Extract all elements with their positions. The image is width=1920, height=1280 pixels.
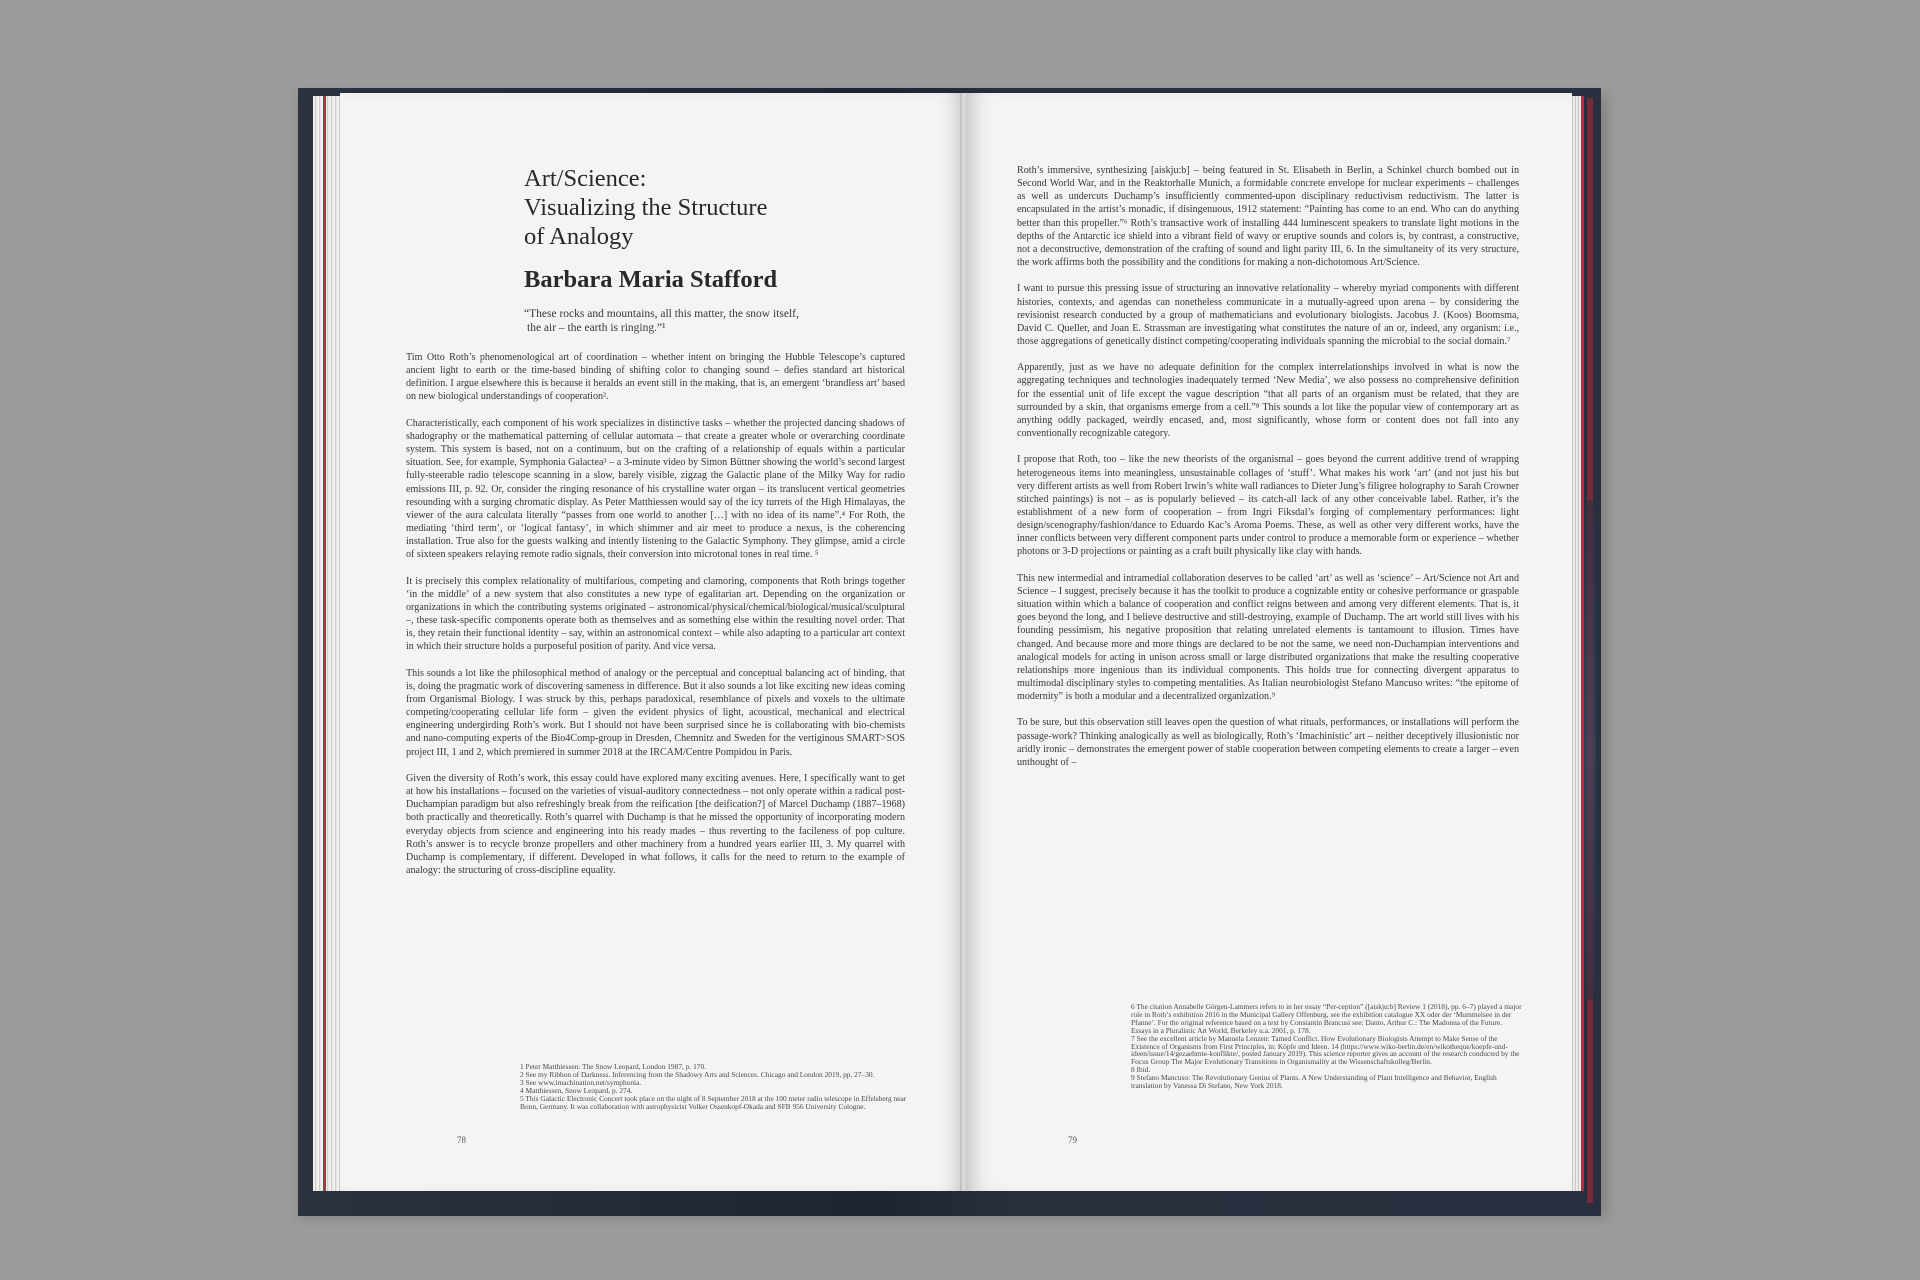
paragraph: This sounds a lot like the philosophical method of analogy or the perceptual and conceptual balancing act of binding, that is, doing the pragmatic work of discovering sameness in difference. But it also sounds a lot like exciting new ideas coming from Organismal Biology. I was struck by this, perhaps paradoxical, resemblance of pixels and voxels to the ultimate competing/cooperating cellular life form – given the evident physics of light, acoustical, mechanical and electrical engineering undergirding Roth’s work. But I should not have been surprised since he is collaborating with bio-chemists and nano-computing experts of the Bio4Comp-group in Dresden, Chemnitz and Sweden for the vertiginous SMART>SOS project III, 1 and 2, which premiered in summer 2018 at the IRCAM/Centre Pompidou in Paris. <box>406 667 905 758</box>
footnote: 2 See my Ribbon of Darkness. Inferencing from the Shadowy Arts and Sciences. Chicago and London 2019, pp. 27–30. <box>520 1069 875 1079</box>
paragraph: Given the diversity of Roth’s work, this essay could have explored many exciting avenues. Here, I specifically want to get at how his installations – focused on the varieties of visual-auditory connectedness – not only operate within a radical post-Duchampian paradigm but also refreshingly break from the reification [the deification?] of Marcel Duchamp (1887–1968) both practically and theoretically. Roth’s quarrel with Duchamp is that he missed the opportunity of incorporating modern everyday objects from science and engineering into his ready mades – thus reverting to the facileness of pop culture. Roth’s answer is to recycle bronze propellers and other machinery from a hundred years earlier III, 3. My quarrel with Duchamp is complementary, if different. Developed in what follows, it calls for the need to return to the example of analogy: the structuring of cross-discipline equality. <box>406 772 905 877</box>
author-name: Barbara Maria Stafford <box>524 266 778 293</box>
paragraph: To be sure, but this observation still leaves open the question of what rituals, performances, or installations will perform the passage-work? Thinking analogically as well as biologically, Roth’s ‘Imachinistic’ art – neither deceptively illusionistic nor aridly ironic – demonstrates the emergent power of stable cooperation between competing elements to create a larger – even unthought of – <box>1017 717 1519 768</box>
footnote: 4 Matthiessen, Snow Leopard, p. 274. <box>520 1085 633 1095</box>
paragraph: Apparently, just as we have no adequate definition for the complex interrelationships involved in what is now the aggregating techniques and technologies inadequately termed ‘New Media’, we also possess no comprehensive definition for the essential unit of life except the vague description “that all parts of an organism must be related, that they are surrounded by a skin, that organisms emerge from a cell.”⁸ This sounds a lot like the popular view of contemporary art as anything oddly packaged, weirdly encased, and, most significantly, whose form or content does not fall into any conventionally recognizable category. <box>1017 362 1519 440</box>
footnote: 6 The citation Annabelle Görgen-Lammers refers to in her essay “Per-ception” ([aiskju:b] Review 1 (2018), pp. 6–7) played a major role in Roth’s exhibition 2016 in the Municipal Gallery Offenburg, see the exhibition catalogue XX oder der ‘Mummelsee in der Pfanne’. For the original reference based on a text by Constantin Brancusi see: Danto, Arthur C.: The Madonna of the Future. Essays in a Pluralistic Art World, Berkeley u.a. 2001, p. 178. <box>1131 1002 1522 1035</box>
footnote: 1 Peter Matthiessen: The Snow Leopard, London 1987, p. 170. <box>520 1062 707 1071</box>
paragraph: I propose that Roth, too – like the new theorists of the organismal – goes beyond the current additive trend of wrapping heterogeneous items into meaningless, unsustainable collages of ‘stuff’. What makes his work ‘art’ (and not just his but very different artists as well from Robert Irwin’s white wall radiances to Dieter Jung’s filigree holography to Sarah Crowner stitched paintings) is not – as is popularly believed – its catch-all lack of any other conceivable label. Rather, it’s the establishment of a new form of cooperation – from Ingri Fiksdal’s forging of complementary performances: light design/scenography/fashion/dance to Eduardo Kac’s Aroma Poems. These, as well as other very different works, have the inner conflicts between very different component parts under control to produce a memorable form or experience – whether photons or 3-D projections or painting as a craft built physically like clay with hands. <box>1017 454 1519 558</box>
left-body-text <box>406 351 905 890</box>
footnote: 7 See the excellent article by Manuela Lenzen: Tamed Conflict. How Evolutionary Biologists Attempt to Make Sense of the Existence of Organisms from First Principles, in: Köpfe und Ideen. 14 (https://www.wiko-berlin.de/en/wikotheque/koepfe-und-ideen/issue/14/gezaehmte-konflikte/, posted January 2019). This science reporter gives an account of the research conducted by the Focus Group The Major Evolutionary Transitions in Organismality at the Wissenschaftskolleg/Berlin. <box>1131 1033 1520 1067</box>
title-line: Art/Science: <box>524 165 647 192</box>
page-number: 78 <box>457 1135 466 1145</box>
paragraph: I want to pursue this pressing issue of structuring an innovative relationality – whereby myriad components with different histories, contexts, and agendas can nonetheless communicate in a mutually-agreed upon arena – by considering the revisionist research conducted by a group of mathematicians and evolutionary biologists. Jacobus J. (Koos) Boomsma, David C. Queller, and Joan E. Strassman are investigating what constitutes the nature of an or, indeed, any organism: i.e., those aggregations of genetically distinct competing/cooperating individuals spanning the microbial to the social domain.⁷ <box>1017 283 1519 348</box>
paragraph: This new intermedial and intramedial collaboration deserves to be called ‘art’ as well as ‘science’ – Art/Science not Art and Science – I suggest, precisely because it has the toolkit to produce a cognizable entity or cohesive performance or graspable situation within which a balance of cooperation and conflict reigns between and among very different elements. That is, it goes beyond the long, and I believe destructive and still-destroying, example of Duchamp. The art world still lives with his founding pessimism, his negative proposition that relating unrelated elements is tantamount to illusion. Times have changed. And because more and more things are declared to be not the same, we need non-Duchampian interventions and analogical models for acting in unison across small or large distributed organizations that make the resulting cooperative relationships more ingenious than its individual components. This holds true for connecting divergent apparatus to multimodal disciplinary styles to competing mentalities. As Italian neurobiologist Stefano Mancuso writes: “the epitome of modernity” is both a modular and a decentralized organization.⁹ <box>1017 572 1519 703</box>
footnote: 5 This Galactic Electronic Concert took place on the night of 8 September 2018 at the 100 meter radio telescope in Effelsberg near Bonn, Germany. It was collaboration with astrophysicist Volker Ossenkopf-Okada and SFB 956 University Cologne. <box>520 1093 907 1111</box>
left-page <box>340 93 964 1191</box>
paragraph: Roth’s immersive, synthesizing [aiskju:b] – being featured in St. Elisabeth in Berlin, a Schinkel church bombed out in Second World War, and in the Reaktorhalle Munich, a formidable concrete envelope for nuclear experiments – challenges as well as undercuts Duchamp’s insufficiently commented-upon disciplinary reductivism reductivism. The latter is encapsulated in the artist’s monadic, if disingenuous, 1912 statement: “Painting has come to an end. Who can do anything better than this propeller.”⁶ Roth’s transactive work of installing 444 luminescent speakers to translate light motions in the depths of the Antarctic ice shield into a vibrant field of wavy or eruptive sounds and colors is, by contrast, a constructive, not a deconstructive, demonstration of the crafting of sound and light parity III, 6. In the simultaneity of its very structure, the work affirms both the possibility and the conditions for making a non-dichotomous Art/Science. <box>1017 165 1519 269</box>
essay-title <box>524 164 864 251</box>
page-number: 79 <box>1068 1135 1077 1145</box>
title-line: of Analogy <box>524 223 634 250</box>
footnote: 9 Stefano Mancuso: The Revolutionary Genius of Plants. A New Understanding of Plant Intelligence and Behavior, English translation by Vanessa Di Stefano, New York 2018. <box>1131 1073 1497 1091</box>
paragraph: Characteristically, each component of his work specializes in distinctive tasks – whether the projected dancing shadows of shadography or the mathematical patterning of cellular automata – that create a greater whole or overarching coordinate system. This system is based, not on a continuum, but on the crafting of a relationship of equals within a particular situation. See, for example, Symphonia Galactea³ – a 3-minute video by Simon Büttner showing the world’s second largest fully-steerable radio telescope scanning in a slow, barely visible, zigzag the Galactic plane of the Milky Way for radio emissions III, p. 92. Or, consider the ringing resonance of his crystalline water organ – its translucent vertical geometries resounding with a surging chromatic display. As Peter Matthiessen would say of the icy turrets of the High Himalayas, the viewer of the aura calculata literally “passes from one world to another […] with no idea of its name”.⁴ For Roth, the mediating ‘third term’, or ‘logical fantasy’, in which shimmer and air meet to produce a nexus, is the coherencing installation. True also for the guests walking and intently listening to the Galactic Symphony. They glimpse, amid a circle of sixteen speakers relaying remote radio signals, their conversion into microtonal tones in real time. ⁵ <box>406 417 905 561</box>
right-footnotes <box>1131 1003 1523 1090</box>
page-edges-right <box>1570 96 1584 1191</box>
footnote: 3 See www.imachination.net/symphonia. <box>520 1077 642 1087</box>
cover-edge <box>1584 500 1596 1000</box>
title-line: Visualizing the Structure <box>524 194 768 221</box>
page-edges-left <box>313 96 341 1191</box>
epigraph-line: the air – the earth is ringing.”¹ <box>527 322 666 334</box>
footnote: 8 Ibid. <box>1131 1065 1151 1075</box>
epigraph <box>524 307 854 335</box>
left-footnotes <box>520 1063 912 1110</box>
right-body-text <box>1017 164 1519 782</box>
right-page <box>966 93 1572 1191</box>
epigraph-line: “These rocks and mountains, all this matter, the snow itself, <box>524 308 799 320</box>
paragraph: Tim Otto Roth’s phenomenological art of coordination – whether intent on bringing the Hubble Telescope’s captured ancient light to earth or the time-based binding of shifting color to changing sound – defies standard art historical definition. I argue elsewhere this is because it heralds an event still in the making, that is, an emergent ‘brandless art’ based on new biological understandings of cooperation². <box>406 352 905 403</box>
paragraph: It is precisely this complex relationality of multifarious, competing and clamoring, components that Roth brings together ‘in the middle’ of a new system that also constitutes a new type of egalitarian art. Depending on the organization or organizations in which the contributing systems originated – astronomical/physical/chemical/biological/musical/sculptural –, these task-specific components operate both as themselves and as something else within the resulting novel order. That is, they retain their functional identity – say, within an astronomical context – while also adapting to a particular art context in which their structure holds a purposeful position of parity. And vice versa. <box>406 575 905 653</box>
